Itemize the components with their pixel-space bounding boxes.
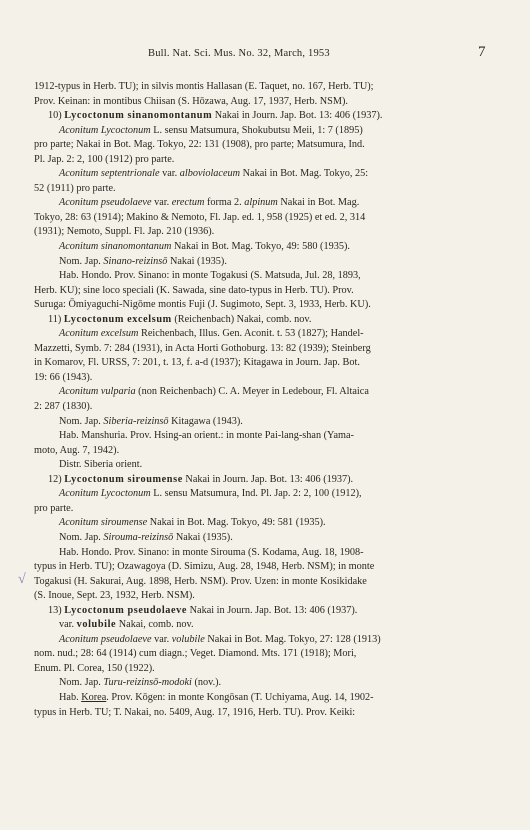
- text-line: [34, 182, 500, 197]
- text-span: Enum. Pl. Corea, 150 (1922).: [34, 662, 155, 674]
- text-span: Nakai in Journ. Jap. Bot. 13: 406 (1937).: [182, 473, 354, 485]
- text-line: [34, 531, 500, 546]
- text-line: [34, 676, 500, 691]
- text-span: (nov.).: [191, 677, 222, 689]
- text-span: Nakai in Journ. Jap. Bot. 13: 406 (1937).: [212, 110, 383, 122]
- text-line: [34, 604, 500, 619]
- text-span: Nom. Jap.: [59, 531, 104, 543]
- italic-name: volubile: [171, 633, 205, 645]
- text-span: Herb. KU); sine loco speciali (K. Sawada, sine dato-typus in Herb. TU). Prov.: [34, 284, 354, 296]
- text-span: Nakai in Bot. Mag. Tokyo, 27: 128 (1913): [204, 633, 381, 645]
- text-span: 11): [48, 313, 64, 325]
- text-span: Mazzetti, Symb. 7: 284 (1931), in Acta Horti Gothoburg. 13: 82 (1939); Steinberg: [34, 342, 371, 354]
- taxon-name: volubile: [76, 619, 117, 631]
- text-span: . Prov. Kōgen: in monte Kongōsan (T. Uchiyama, Aug. 14, 1902-: [106, 691, 374, 703]
- text-span: Nakai in Bot. Mag. Tokyo, 25:: [240, 168, 369, 180]
- text-span: Nom. Jap.: [59, 677, 104, 689]
- text-span: Tokyo, 28: 63 (1914); Makino & Nemoto, Fl. Jap. ed. 1, 958 (1925) et ed. 2, 314: [34, 211, 366, 223]
- text-span: pro parte; Nakai in Bot. Mag. Tokyo, 22: 131 (1908), pro parte; Matsumura, Ind.: [34, 139, 365, 151]
- text-line: [34, 589, 500, 604]
- text-span: Nom. Jap.: [59, 255, 104, 267]
- italic-name: Aconitum Lycoctonum: [59, 488, 151, 500]
- text-line: [34, 458, 500, 473]
- text-line: [34, 124, 500, 139]
- text-line: [34, 444, 500, 459]
- text-span: (S. Inoue, Sept. 23, 1932, Herb. NSM).: [34, 590, 195, 602]
- italic-name: Aconitum septentrionale: [59, 168, 160, 180]
- taxon-name: Lycoctonum sinanomontanum: [64, 110, 213, 122]
- text-line: [34, 560, 500, 575]
- text-span: Prov. Keinan: in montibus Chiisan (S. Hōzawa, Aug. 17, 1937, Herb. NSM).: [34, 95, 348, 107]
- text-line: [34, 240, 500, 255]
- text-span: Hab. Manshuria. Prov. Hsing-an orient.: in monte Pai-lang-shan (Yama-: [59, 430, 354, 442]
- text-line: [34, 153, 500, 168]
- italic-name: Sinano-reizinsō: [103, 255, 168, 267]
- text-line: [34, 284, 500, 299]
- text-span: Pl. Jap. 2: 2, 100 (1912) pro parte.: [34, 153, 175, 165]
- taxon-name: Lycoctonum siroumense: [64, 473, 183, 485]
- text-span: Nakai in Journ. Jap. Bot. 13: 406 (1937).: [187, 604, 358, 616]
- italic-name: erectum: [171, 197, 205, 209]
- text-span: 12): [48, 473, 65, 485]
- taxon-name: Lycoctonum pseudolaeve: [64, 604, 188, 616]
- text-span: pro parte.: [34, 502, 74, 514]
- text-span: L. sensu Matsumura, Shokubutsu Meii, 1: 7 (1895): [150, 124, 363, 136]
- text-line: [34, 487, 500, 502]
- italic-name: Aconitum siroumense: [59, 517, 148, 529]
- text-line: [34, 95, 500, 110]
- text-line: [34, 167, 500, 182]
- text-span: var.: [59, 619, 77, 631]
- text-span: (non Reichenbach) C. A. Meyer in Ledebour, Fl. Altaica: [135, 386, 369, 398]
- text-span: forma 2.: [204, 197, 245, 209]
- text-span: Nakai (1935).: [167, 255, 227, 267]
- text-line: [34, 211, 500, 226]
- text-line: [34, 473, 500, 488]
- running-header: [0, 46, 530, 66]
- text-span: 10): [48, 110, 65, 122]
- taxon-name: Lycoctonum excelsum: [63, 313, 172, 325]
- text-span: Nom. Jap.: [59, 415, 104, 427]
- text-line: [34, 662, 500, 677]
- text-span: typus in Herb. TU; T. Nakai, no. 5409, Aug. 17, 1916, Herb. TU). Prov. Keiki:: [34, 706, 356, 718]
- text-line: [34, 356, 500, 371]
- handwritten-check-mark: √: [18, 572, 26, 587]
- italic-name: Siberia-reizinsō: [103, 415, 169, 427]
- text-line: [34, 269, 500, 284]
- text-line: [34, 342, 500, 357]
- text-span: (1931); Nemoto, Suppl. Fl. Jap. 210 (1936).: [34, 226, 215, 238]
- italic-name: Aconitum excelsum: [59, 328, 139, 340]
- text-span: Nakai in Bot. Mag.: [277, 197, 360, 209]
- italic-name: Aconitum pseudolaeve: [59, 633, 152, 645]
- text-line: [34, 415, 500, 430]
- text-span: in Komarov, Fl. URSS, 7: 201, t. 13, f. a-d (1937); Kitagawa in Journ. Jap. Bot.: [34, 357, 360, 369]
- text-span: Nakai in Bot. Mag. Tokyo, 49: 581 (1935).: [147, 517, 326, 529]
- text-line: [34, 109, 500, 124]
- text-span: Hab. Hondo. Prov. Sinano: in monte Sirouma (S. Kodama, Aug. 18, 1908-: [59, 546, 364, 558]
- text-span: var.: [159, 168, 180, 180]
- text-line: [34, 225, 500, 240]
- page-number: 7: [478, 44, 486, 60]
- text-span: Togakusi (H. Sakurai, Aug. 1898, Herb. NSM). Prov. Uzen: in monte Kosikidake: [34, 575, 367, 587]
- text-span: typus in Herb. TU); Ozawagoya (D. Simizu, Aug. 28, 1948, Herb. NSM); in monte: [34, 561, 375, 573]
- text-span: Nakai (1935).: [173, 531, 233, 543]
- italic-name: Turu-reizinsō-modoki: [103, 677, 192, 689]
- text-line: [34, 80, 500, 95]
- text-line: [34, 516, 500, 531]
- text-line: [34, 255, 500, 270]
- text-span: Nakai, comb. nov.: [116, 619, 194, 631]
- text-span: Nakai in Bot. Mag. Tokyo, 49: 580 (1935).: [171, 241, 350, 253]
- text-span: Distr. Siberia orient.: [59, 459, 143, 471]
- text-line: [34, 298, 500, 313]
- text-span: Reichenbach, Illus. Gen. Aconit. t. 53 (1827); Handel-: [138, 328, 364, 340]
- text-span: 19: 66 (1943).: [34, 371, 93, 383]
- text-span: moto, Aug. 7, 1942).: [34, 444, 120, 456]
- text-line: [34, 546, 500, 561]
- italic-name: Aconitum Lycoctonum: [59, 124, 151, 136]
- text-line: [34, 706, 500, 721]
- journal-citation: Bull. Nat. Sci. Mus. No. 32, March, 1953: [148, 48, 330, 59]
- text-line: [34, 400, 500, 415]
- text-span: 52 (1911) pro parte.: [34, 182, 116, 194]
- text-span: 13): [48, 604, 65, 616]
- text-line: [34, 429, 500, 444]
- text-line: [34, 196, 500, 211]
- italic-name: Aconitum pseudolaeve: [59, 197, 152, 209]
- text-span: 1912-typus in Herb. TU); in silvis montis Hallasan (E. Taquet, no. 167, Herb. TU);: [34, 81, 374, 92]
- text-line: [34, 327, 500, 342]
- text-line: [34, 618, 500, 633]
- text-span: nom. nud.; 28: 64 (1914) cum diagn.; Veget. Diamond. Mts. 171 (1918); Mori,: [34, 648, 357, 660]
- text-line: [34, 575, 500, 590]
- text-line: [34, 502, 500, 517]
- italic-name: alpinum: [244, 197, 278, 209]
- text-line: [34, 647, 500, 662]
- text-body: [34, 80, 500, 720]
- text-span: Hab.: [59, 691, 82, 703]
- italic-name: Aconitum vulparia: [59, 386, 136, 398]
- text-line: [34, 691, 500, 706]
- text-span: Korea: [81, 691, 107, 703]
- italic-name: Sirouma-reizinsō: [103, 531, 174, 543]
- text-span: var.: [151, 633, 172, 645]
- text-span: Hab. Hondo. Prov. Sinano: in monte Togakusi (S. Matsuda, Jul. 28, 1893,: [59, 270, 361, 282]
- text-line: [34, 371, 500, 386]
- text-line: [34, 633, 500, 648]
- italic-name: Aconitum sinanomontanum: [59, 241, 172, 253]
- text-line: [34, 385, 500, 400]
- text-span: L. sensu Matsumura, Ind. Pl. Jap. 2: 2, 100 (1912),: [150, 488, 362, 500]
- text-line: [34, 138, 500, 153]
- text-span: var.: [151, 197, 172, 209]
- text-span: (Reichenbach) Nakai, comb. nov.: [171, 313, 312, 325]
- text-span: Suruga: Ōmiyaguchi-Nigōme montis Fuji (J. Sugimoto, Sept. 3, 1933, Herb. KU).: [34, 299, 371, 311]
- italic-name: alboviolaceum: [179, 168, 241, 180]
- text-span: Kitagawa (1943).: [168, 415, 243, 427]
- text-line: [34, 313, 500, 328]
- text-span: 2: 287 (1830).: [34, 401, 93, 413]
